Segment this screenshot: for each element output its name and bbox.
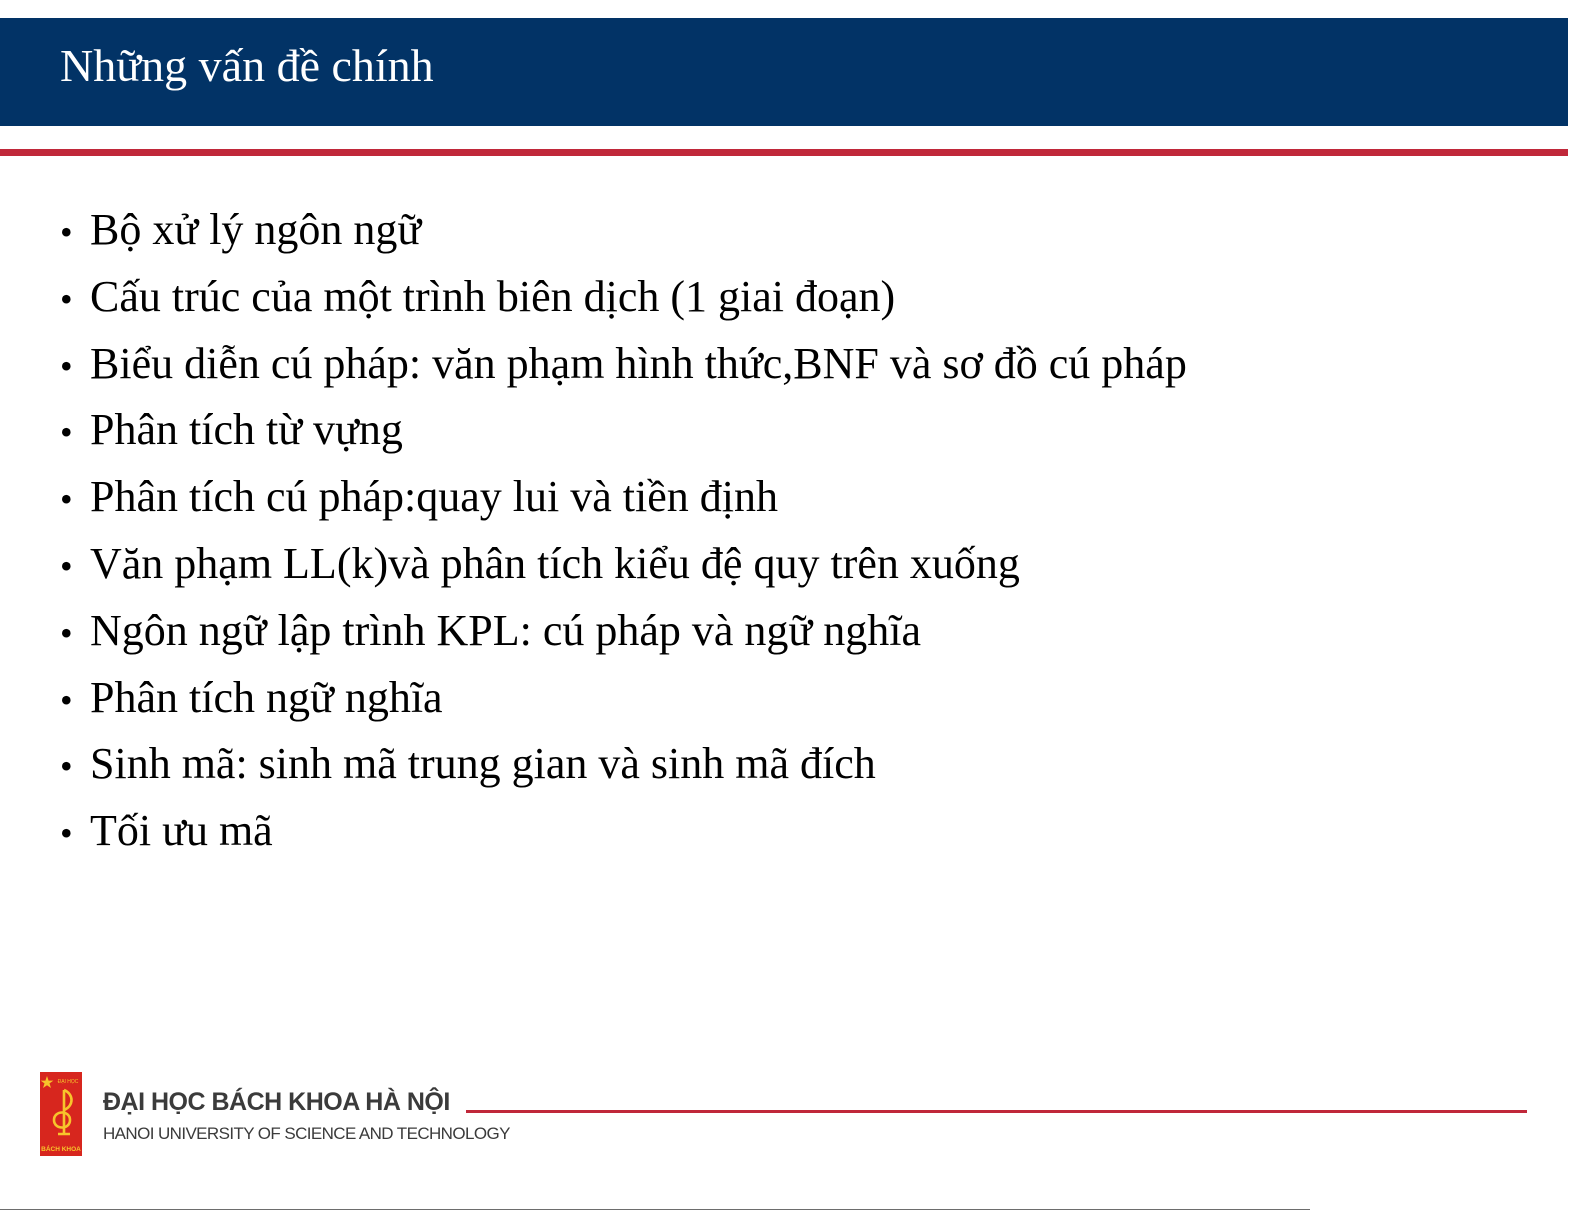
university-name: ĐẠI HỌC BÁCH KHOA HÀ NỘI [103, 1088, 450, 1116]
list-item-text: Cấu trúc của một trình biên dịch (1 giai đoạn) [90, 271, 896, 321]
list-item-text: Phân tích cú pháp:quay lui và tiền định [90, 472, 778, 522]
university-name-english: HANOI UNIVERSITY OF SCIENCE AND TECHNOLOGY [103, 1124, 510, 1143]
university-logo [40, 1072, 82, 1156]
bullet-icon: • [60, 412, 73, 453]
list-item [60, 464, 1187, 531]
bullet-icon: • [60, 746, 73, 787]
list-item-text: Phân tích ngữ nghĩa [90, 672, 443, 722]
bullet-list [60, 197, 1187, 865]
title-bar [0, 18, 1568, 126]
list-item [60, 798, 1187, 865]
list-item-text: Sinh mã: sinh mã trung gian và sinh mã đích [90, 739, 876, 789]
bullet-icon: • [60, 479, 73, 520]
logo-bottom-text: BÁCH KHOA [41, 1146, 81, 1153]
list-item-text: Ngôn ngữ lập trình KPL: cú pháp và ngữ nghĩa [90, 605, 922, 655]
bullet-icon: • [60, 345, 73, 386]
bullet-icon: • [60, 212, 73, 252]
bullet-icon: • [60, 612, 73, 653]
list-item [60, 197, 1187, 264]
bullet-icon: • [60, 679, 73, 720]
slide-title: Những vấn đề chính [60, 40, 434, 91]
list-item [60, 531, 1187, 598]
list-item [60, 264, 1187, 331]
list-item-text: Văn phạm LL(k)và phân tích kiểu đệ quy trên xuống [90, 538, 1020, 588]
footer-divider [466, 1110, 1527, 1113]
bullet-icon: • [60, 813, 73, 854]
bullet-icon: • [60, 278, 73, 319]
bullet-icon: • [60, 545, 73, 586]
list-item [60, 598, 1187, 665]
list-item-text: Biểu diễn cú pháp: văn phạm hình thức,BNF và sơ đồ cú pháp [90, 338, 1187, 388]
list-item-text: Bộ xử lý ngôn ngữ [90, 205, 422, 254]
list-item-text: Phân tích từ vựng [90, 405, 403, 455]
list-item [60, 397, 1187, 464]
title-divider [0, 149, 1568, 156]
list-item-text: Tối ưu mã [90, 806, 273, 856]
logo-top-text: ĐẠI HỌC [57, 1079, 79, 1085]
list-item [60, 331, 1187, 398]
list-item [60, 731, 1187, 798]
bottom-border [0, 1209, 1310, 1210]
list-item [60, 665, 1187, 732]
